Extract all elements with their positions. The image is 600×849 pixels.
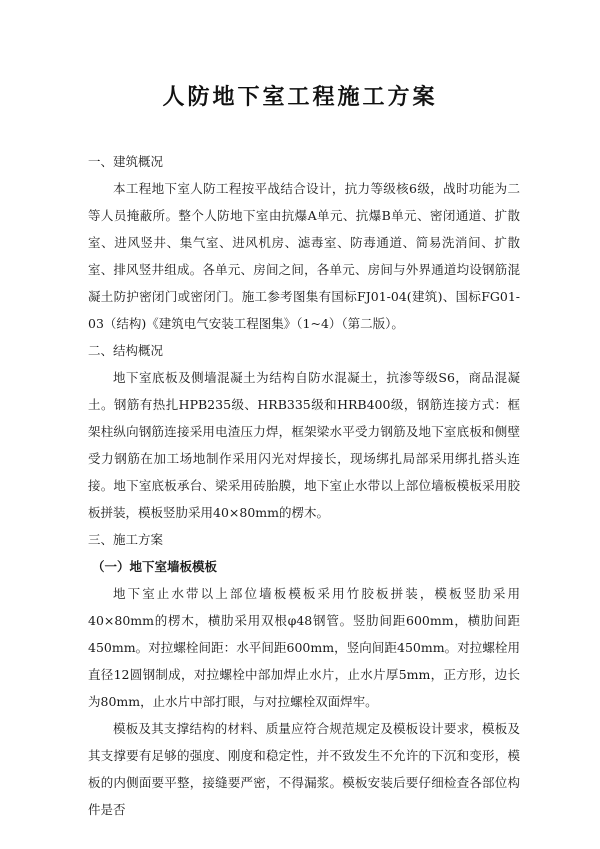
section-heading-structure-overview: 二、结构概况 (88, 343, 164, 358)
paragraph-building-overview: 本工程地下室人防工程按平战结合设计，抗力等级核6级，战时功能为二等人员掩蔽所。整个人防地下室由抗爆A单元、抗爆B单元、密闭通道、扩散室、进风竖井、集气室、进风机房、滤毒室、防毒通道、简易洗消间、扩散室、排风竖井组成。各单元、房间之间，各单元、房间与外界通道均设钢筋混凝土防护密闭门或密闭门。施工参考图集有国标FJ01-04(建筑)、国标FG01-03（结构)《建筑电气安装工程图集》（1~4）（第二版）。 (88, 181, 520, 331)
paragraph-formwork-requirements: 模板及其支撑结构的材料、质量应符合规范规定及模板设计要求，模板及其支撑要有足够的强度、刚度和稳定性，并不致发生不允许的下沉和变形，模板的内侧面要平整，接缝要严密，不得漏浆。模板安装后要仔细检查各部位构件是否 (88, 721, 520, 817)
document-body (88, 148, 520, 823)
paragraph-wall-formwork: 地下室止水带以上部位墙板模板采用竹胶板拼装，模板竖肋采用40×80mm的楞木，横肋采用双根φ48钢管。竖肋间距600mm，横肋间距450mm。对拉螺栓间距：水平间距600mm，竖向间距450mm。对拉螺栓用直径12圆钢制成，对拉螺栓中部加焊止水片，止水片厚5mm，正方形，边长为80mm，止水片中部打眼，与对拉螺栓双面焊牢。 (88, 586, 520, 709)
section-heading-construction-plan: 三、施工方案 (88, 532, 164, 547)
subsection-heading-wall-formwork: （一）地下室墙板模板 (92, 559, 218, 574)
document-title: 人防地下室工程施工方案 (162, 84, 438, 110)
paragraph-structure-overview: 地下室底板及侧墙混凝土为结构自防水混凝土，抗渗等级S6，商品混凝土。钢筋有热扎HPB235级、HRB335级和HRB400级，钢筋连接方式：框架柱纵向钢筋连接采用电渣压力焊，框架梁水平受力钢筋及地下室底板和侧壁受力钢筋在加工场地制作采用闪光对焊接长，现场绑扎局部采用绑扎搭头连接。地下室底板承台、梁采用砖胎膜，地下室止水带以上部位墙板模板采用胶板拼装，模板竖肋采用40×80mm的楞木。 (88, 370, 520, 520)
section-heading-building-overview: 一、建筑概况 (88, 154, 164, 169)
